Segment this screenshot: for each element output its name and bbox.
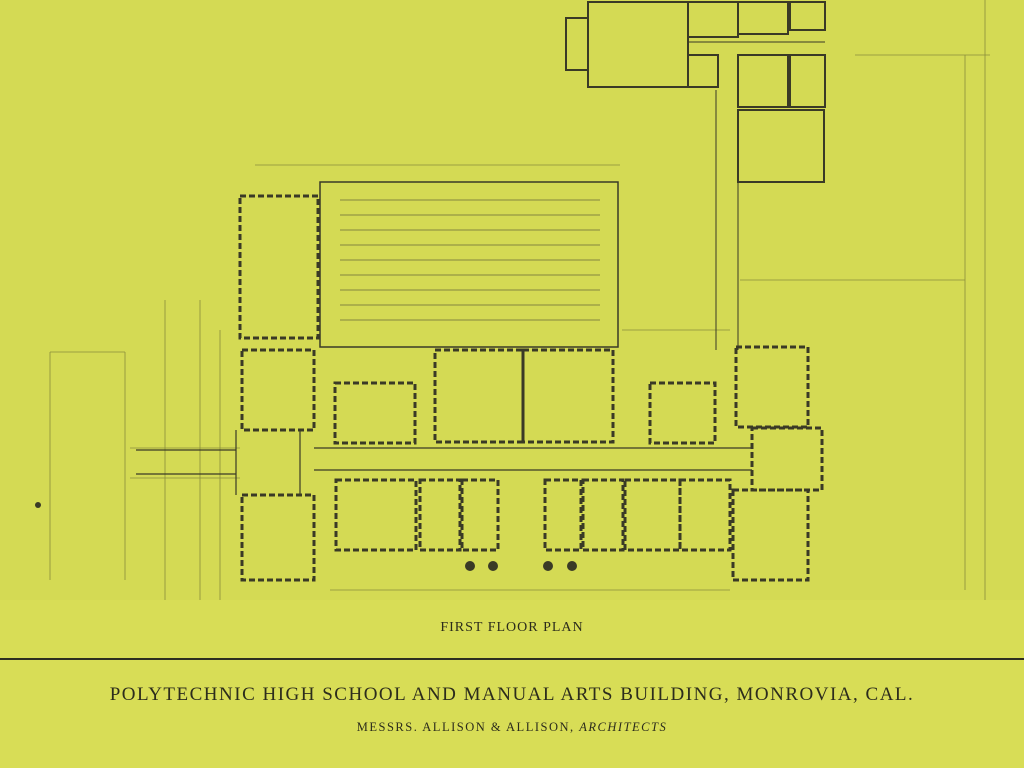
entrance-columns [35, 502, 577, 571]
architects-prefix: MESSRS. ALLISON & ALLISON, [356, 720, 575, 734]
main-building-walls [240, 196, 822, 580]
architects-role: ARCHITECTS [579, 720, 668, 734]
annex-building [566, 2, 825, 350]
divider-rule [0, 658, 1024, 660]
auditorium [320, 182, 618, 347]
plate-title: POLYTECHNIC HIGH SCHOOL AND MANUAL ARTS BUILDING, MONROVIA, CAL. [109, 684, 915, 705]
corridor [136, 430, 752, 495]
plan-caption: FIRST FLOOR PLAN [440, 620, 584, 635]
site-lines [50, 0, 990, 600]
architects-credit [0, 720, 1024, 735]
